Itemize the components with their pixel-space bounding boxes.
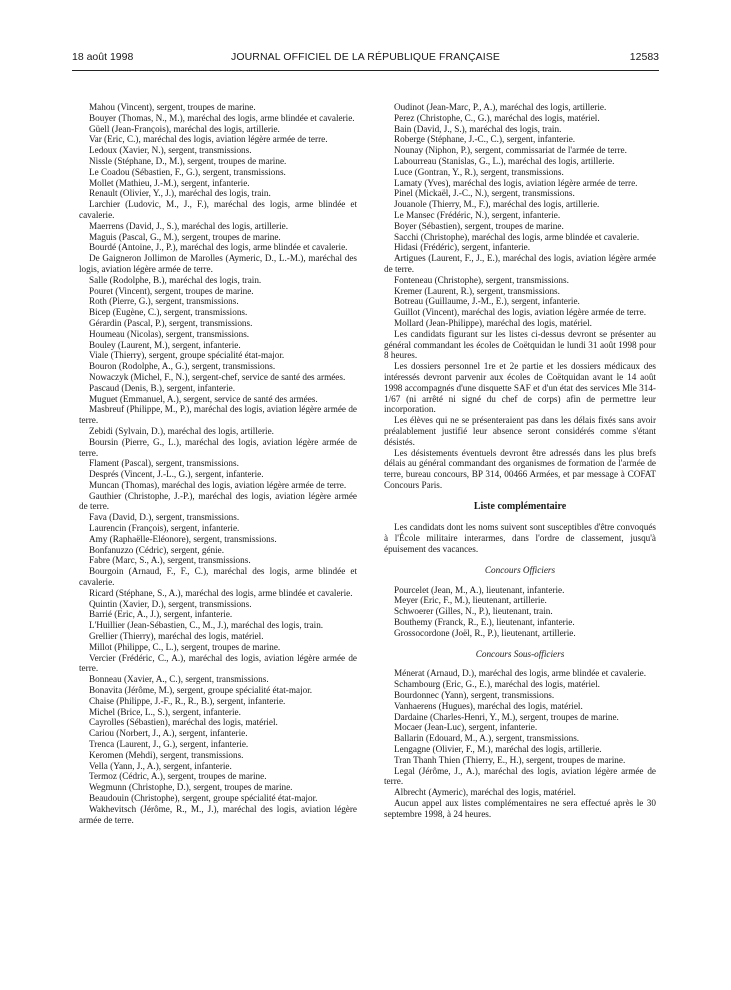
list-item: Bouley (Laurent, M.), sergent, infanterie. (89, 339, 241, 350)
page-number: 12583 (629, 51, 659, 63)
list-item: Termoz (Cédric, A.), sergent, troupes de marine. (89, 771, 267, 782)
list-item: Var (Eric, C.), maréchal des logis, aviation légère armée de terre. (89, 134, 328, 145)
list-item: Boursin (Pierre, G., L.), maréchal des logis, aviation légère armée de terre. (79, 436, 357, 458)
list-item: Salle (Rodolphe, B.), maréchal des logis, train. (89, 274, 262, 285)
paragraph-convocation: Les candidats figurant sur les listes ci-dessus devront se présenter au général commandant les écoles de Coëtquidan le lundi 31 août 1998 pour 8 heures. (384, 328, 656, 361)
header-date: 18 août 1998 (72, 51, 134, 63)
list-item: Millot (Philippe, C., L.), sergent, troupes de marine. (89, 641, 281, 652)
list-item: Bouron (Rodolphe, A., G.), sergent, transmissions. (89, 361, 276, 372)
list-item: Fabre (Marc, S., A.), sergent, transmissions. (89, 555, 251, 566)
left-column (79, 102, 357, 825)
journal-title: JOURNAL OFFICIEL DE LA RÉPUBLIQUE FRANÇAISE (231, 51, 500, 63)
list-item: Gérardin (Pascal, P.), sergent, transmissions. (89, 317, 253, 328)
paragraph-desistements: Les désistements éventuels devront être adressés dans les plus brefs délais au général commandant des organismes de formation de l'armée de terre, bureau concours, BP 314, 00466 Armées, et par message à COFAT Concours Paris. (384, 447, 656, 490)
list-item: Güell (Jean-François), maréchal des logis, artillerie. (89, 123, 280, 134)
list-item: Beaudouin (Christophe), sergent, groupe spécialité état-major. (89, 793, 318, 803)
list-item: Perez (Christophe, C., G.), maréchal des logis, matériel. (394, 112, 600, 123)
list-item: Grossocordone (Joël, R., P.), lieutenant, artillerie. (394, 627, 576, 638)
list-item: Wakhevitsch (Jérôme, R., M., J.), maréchal des logis, aviation légère armée de terre. (79, 803, 357, 825)
list-item: Nissle (Stéphane, D., M.), sergent, troupes de marine. (89, 155, 287, 166)
list-item: Vella (Yann, J., A.), sergent, infanterie. (89, 760, 232, 771)
paragraph-absences: Les élèves qui ne se présenteraient pas dans les délais fixés sans avoir préalablement justifié leur absence seront considérés comme s'étant désistés. (384, 415, 656, 447)
list-item: Houmeau (Nicolas), sergent, transmissions. (89, 328, 250, 339)
list-item: Lamaty (Yves), maréchal des logis, aviation légère armée de terre. (394, 177, 638, 188)
list-item: Vercier (Frédéric, C., A.), maréchal des logis, aviation légère armée de terre. (79, 652, 357, 674)
officers-list (384, 585, 656, 639)
list-item: L'Huillier (Jean-Sébastien, C., M., J.), maréchal des logis, train. (89, 620, 324, 631)
complement-intro: Les candidats dont les noms suivent sont susceptibles d'être convoqués à l'École militaire interarmes, dans l'ordre de classement, jusqu'à épuisement des vacances. (384, 522, 656, 555)
list-item: Bouyer (Thomas, N., M.), maréchal des logis, arme blindée et cavalerie. (89, 112, 355, 123)
list-item: Renault (Olivier, Y., J.), maréchal des logis, train. (89, 188, 271, 199)
list-item: Bourdé (Antoine, J., P.), maréchal des logis, arme blindée et cavalerie. (89, 242, 348, 253)
list-item: Pouret (Vincent), sergent, troupes de marine. (89, 285, 254, 296)
list-item: Guillot (Vincent), maréchal des logis, aviation légère armée de terre. (394, 307, 646, 318)
list-item: Muncan (Thomas), maréchal des logis, aviation légère armée de terre. (89, 479, 347, 490)
list-item: Bonavita (Jérôme, M.), sergent, groupe spécialité état-major. (89, 685, 313, 696)
list-item: Mocaer (Jean-Luc), sergent, infanterie. (394, 722, 538, 733)
list-item: Roberge (Stéphane, J.-C., C.), sergent, infanterie. (394, 134, 576, 145)
nco-list (384, 668, 656, 798)
list-item: Botreau (Guillaume, J.-M., E.), sergent, infanterie. (394, 296, 580, 307)
list-item: Sacchi (Christophe), maréchal des logis, arme blindée et cavalerie. (394, 231, 640, 242)
list-item: Michel (Brice, L., S.), sergent, infanterie. (89, 706, 241, 717)
list-item: Pascaud (Denis, B.), sergent, infanterie. (89, 382, 236, 393)
paragraph-dossiers: Les dossiers personnel 1re et 2e partie et les dossiers médicaux des intéressés devront parvenir aux écoles de Coëtquidan avant le 14 août 1998 accompagnés d'une disquette SAF et d'un état des services Mle 314-1/67 (ni arrêté ni signé du chef de corps) afin de permettre leur incorporation. (384, 361, 656, 415)
closing-paragraph: Aucun appel aux listes complémentaires ne sera effectué après le 30 septembre 1998, à 24 heures. (384, 798, 656, 819)
list-item: Oudinot (Jean-Marc, P., A.), maréchal des logis, artillerie. (394, 102, 607, 112)
list-item: Le Coadou (Sébastien, F., G.), sergent, transmissions. (89, 166, 286, 177)
list-item: Trenca (Laurent, J., G.), sergent, infanterie. (89, 739, 249, 750)
list-item: Labourreau (Stanislas, G., L.), maréchal des logis, artillerie. (394, 155, 615, 166)
list-item: Masbreuf (Philippe, M., P.), maréchal des logis, aviation légère armée de terre. (79, 404, 357, 426)
list-item: Bain (David, J., S.), maréchal des logis, train. (394, 123, 562, 134)
list-item: Legal (Jérôme, J., A.), maréchal des logis, aviation légère armée de terre. (384, 765, 656, 787)
list-item: Viale (Thierry), sergent, groupe spécialité état-major. (89, 350, 285, 361)
list-item: Cariou (Norbert, J., A.), sergent, infanterie. (89, 728, 248, 739)
list-item: Fonteneau (Christophe), sergent, transmissions. (394, 274, 569, 285)
list-item: Albrecht (Aymeric), maréchal des logis, matériel. (394, 787, 576, 798)
list-item: Bourgoin (Arnaud, F., F., C.), maréchal des logis, arme blindée et cavalerie. (79, 566, 357, 588)
list-item: Le Mansec (Frédéric, N.), sergent, infanterie. (394, 209, 561, 220)
list-item: Mollard (Jean-Philippe), maréchal des logis, matériel. (394, 317, 592, 328)
list-item: Barrié (Eric, A., J.), sergent, infanterie. (89, 609, 233, 620)
header-rule (72, 70, 659, 71)
list-item: Laurencin (François), sergent, infanterie. (89, 523, 240, 534)
list-item: Bicep (Eugène, C.), sergent, transmissions. (89, 307, 248, 318)
nco-heading: Concours Sous-officiers (475, 648, 565, 659)
list-item: Pourcelet (Jean, M., A.), lieutenant, infanterie. (394, 584, 565, 595)
list-item: Pinel (Mickaël, J.-C., N.), sergent, transmissions. (394, 188, 575, 199)
list-item: Maerrens (David, J., S.), maréchal des logis, artillerie. (89, 220, 288, 231)
list-item: Grellier (Thierry), maréchal des logis, matériel. (89, 631, 264, 642)
list-item: Bouthemy (Franck, R., E.), lieutenant, infanterie. (394, 617, 575, 628)
list-item: Keromen (Mehdi), sergent, transmissions. (89, 749, 244, 760)
list-item: Zebidi (Sylvain, D.), maréchal des logis, artillerie. (89, 425, 274, 436)
list-item: Larchier (Ludovic, M., J., F.), maréchal des logis, arme blindée et cavalerie. (79, 199, 357, 220)
list-item: Amy (Raphaëlle-Eléonore), sergent, transmissions. (89, 533, 277, 544)
list-item: Meyer (Eric, F., M.), lieutenant, artillerie. (394, 595, 547, 606)
list-item: Roth (Pierre, G.), sergent, transmissions. (89, 296, 239, 307)
list-item: Quintin (Xavier, D.), sergent, transmissions. (89, 598, 252, 609)
list-item: Després (Vincent, J.-L., G.), sergent, infanterie. (89, 469, 264, 480)
right-entry-list (384, 102, 656, 329)
list-item: Mollet (Mathieu, J.-M.), sergent, infanterie. (89, 177, 250, 188)
list-item: Kremer (Laurent, R.), sergent, transmissions. (394, 285, 560, 296)
list-item: Wegmunn (Christophe, D.), sergent, troupes de marine. (89, 782, 293, 793)
list-item: Bonneau (Xavier, A., C.), sergent, transmissions. (89, 674, 269, 685)
page-header (72, 51, 659, 65)
list-item: Lengagne (Olivier, F., M.), maréchal des logis, artillerie. (394, 744, 602, 755)
list-item: Nounay (Niphon, P.), sergent, commissariat de l'armée de terre. (394, 145, 627, 156)
list-item: Ledoux (Xavier, N.), sergent, transmissions. (89, 145, 252, 156)
list-item: Luce (Gontran, Y., R.), sergent, transmissions. (394, 166, 564, 177)
list-item: Ricard (Stéphane, S., A.), maréchal des logis, arme blindée et cavalerie. (89, 587, 353, 598)
list-item: Hidasi (Frédéric), sergent, infanterie. (394, 242, 531, 253)
list-item: Maguis (Pascal, G., M.), sergent, troupes de marine. (89, 231, 281, 242)
list-item: Gauthier (Christophe, J.-P.), maréchal des logis, aviation légère armée de terre. (79, 490, 357, 512)
list-item: Ballarin (Edouard, M., A.), sergent, transmissions. (394, 733, 580, 744)
list-item: Artigues (Laurent, F., J., E.), maréchal des logis, aviation légère armée de terre. (384, 253, 656, 274)
list-item: Chaise (Philippe, J.-F., R., R., B.), sergent, infanterie. (89, 695, 286, 706)
list-item: Schambourg (Eric, G., E.), maréchal des logis, matériel. (394, 679, 600, 690)
list-item: Ménerat (Arnaud, D.), maréchal des logis, arme blindée et cavalerie. (394, 668, 647, 679)
list-item: Flament (Pascal), sergent, transmissions. (89, 458, 239, 469)
list-item: Dardaine (Charles-Henri, Y., M.), sergent, troupes de marine. (394, 711, 619, 722)
right-column (384, 102, 656, 820)
list-item: Vanhaerens (Hugues), maréchal des logis, matériel. (394, 700, 583, 711)
list-item: Fava (David, D.), sergent, transmissions. (89, 512, 240, 523)
list-item: Muguet (Emmanuel, A.), sergent, service de santé des armées. (89, 393, 318, 404)
list-item: Bonfanuzzo (Cédric), sergent, génie. (89, 544, 225, 555)
list-item: Cayrolles (Sébastien), maréchal des logis, matériel. (89, 717, 278, 728)
list-item: Nowaczyk (Michel, F., N.), sergent-chef, service de santé des armées. (89, 371, 346, 382)
list-item: Tran Thanh Thien (Thierry, E., H.), sergent, troupes de marine. (394, 754, 626, 765)
list-item: Bourdonnec (Yann), sergent, transmissions. (394, 690, 555, 701)
officers-heading: Concours Officiers (484, 564, 556, 575)
list-item: Mahou (Vincent), sergent, troupes de marine. (89, 102, 256, 112)
list-item: Boyer (Sébastien), sergent, troupes de marine. (394, 220, 564, 231)
list-item: De Gaigneron Jollimon de Marolles (Aymeric, D., L.-M.), maréchal des logis, aviation légère armée de terre. (79, 253, 357, 274)
section-heading: Liste complémentaire (473, 500, 567, 512)
list-item: Jouanole (Thierry, M., F.), maréchal des logis, artillerie. (394, 199, 600, 210)
list-item: Schwoerer (Gilles, N., P.), lieutenant, train. (394, 606, 553, 617)
